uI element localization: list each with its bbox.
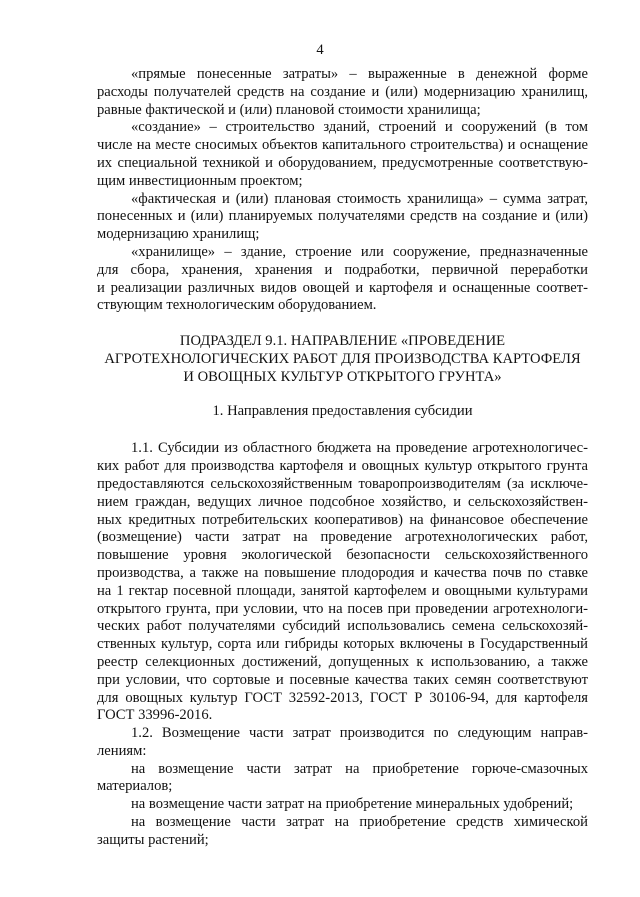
- text-line: «хранилище» – здание, строение или сооружение, предназначенные: [131, 243, 588, 260]
- paragraph-1-1: [97, 440, 588, 725]
- text-line: ческих работ получателями субсидий использовались семена сельскохозяй-: [97, 618, 588, 635]
- text-line: материалов;: [97, 778, 173, 795]
- text-line: ких работ для производства картофеля и овощных культур открытого грунта: [97, 458, 588, 475]
- text-line: открытого грунта, при условии, что на посев при проведении агротехнологи-: [97, 600, 588, 617]
- list-item: [97, 761, 588, 797]
- text-line: 1.1. Субсидии из областного бюджета на проведение агротехнологичес-: [131, 440, 588, 457]
- text-line: на возмещение части затрат на приобретение средств химической: [131, 814, 588, 831]
- document-body: [97, 66, 588, 850]
- text-line: модернизацию хранилищ;: [97, 226, 260, 243]
- text-line: для овощных культур ГОСТ 32592-2013, ГОСТ Р 30106-94, для картофеля: [97, 689, 588, 706]
- text-line: повышение уровня экологической безопасности сельскохозяйственного: [97, 547, 588, 564]
- text-line: на возмещение части затрат на приобретение минеральных удобрений;: [131, 796, 574, 813]
- text-line: реестр селекционных достижений, допущенных к использованию, а также: [97, 653, 588, 670]
- text-line: производства, а также на повышение плодородия и качества почв по ставке: [97, 564, 588, 581]
- text-line: 1.2. Возмещение части затрат производится по следующим направ-: [131, 725, 588, 742]
- page-number: 4: [316, 42, 324, 58]
- text-line: (возмещение) части затрат на проведение агротехнологических работ,: [97, 529, 588, 546]
- text-line: «фактическая и (или) плановая стоимость хранилища» – сумма затрат,: [131, 190, 588, 207]
- text-line: ных кредитных потребительских кооперативов) на финансовое обеспечение: [97, 511, 588, 528]
- text-line: «прямые понесенные затраты» – выраженные в денежной форме: [131, 66, 588, 82]
- text-line: ственных культур, сорта или гибриды которых включены в Государственный: [97, 636, 588, 653]
- paragraph-1-2: [97, 725, 588, 761]
- list-item: [97, 796, 588, 814]
- text-line: при условии, что сортовые и посевные качества таких семян соответствуют: [97, 671, 588, 688]
- text-line: лениям:: [97, 742, 147, 759]
- section-heading: [97, 333, 588, 386]
- text-line: «создание» – строительство зданий, строений и сооружений (в том: [131, 119, 588, 136]
- heading-line: ПОДРАЗДЕЛ 9.1. НАПРАВЛЕНИЕ «ПРОВЕДЕНИЕ: [179, 333, 506, 350]
- text-line: на возмещение части затрат на приобретение горюче-смазочных: [131, 760, 588, 777]
- heading-line: АГРОТЕХНОЛОГИЧЕСКИХ РАБОТ ДЛЯ ПРОИЗВОДСТВА КАРТОФЕЛЯ: [104, 350, 581, 367]
- definition-paragraph: [97, 66, 588, 119]
- text-line: расходы получателей средств на создание и (или) модернизацию хранилищ,: [97, 83, 588, 100]
- text-line: предоставляются сельскохозяйственным товаропроизводителям (за исключе-: [97, 475, 588, 492]
- subsection-heading: 1. Направления предоставления субсидии: [212, 402, 473, 419]
- definition-paragraph: [97, 244, 588, 315]
- text-line: числе на месте сносимых объектов капитального строительства) и оснащение: [97, 137, 588, 154]
- text-line: их специальной техникой и оборудованием, предусмотренные соответствую-: [97, 154, 588, 171]
- text-line: ГОСТ 33996-2016.: [97, 707, 213, 724]
- text-line: на 1 гектар посевной площади, занятой картофелем и овощными культурами: [97, 582, 588, 599]
- text-line: нием граждан, ведущих личное подсобное хозяйство, и сельскохозяйствен-: [97, 493, 588, 510]
- text-line: защиты растений;: [97, 831, 209, 848]
- text-line: щим инвестиционным проектом;: [97, 172, 303, 189]
- definition-paragraph: [97, 119, 588, 190]
- text-line: равные фактической и (или) плановой стоимости хранилища;: [97, 101, 481, 118]
- text-line: ствующим технологическим оборудованием.: [97, 297, 377, 314]
- text-line: и реализации различных видов овощей и картофеля и оснащенные соответ-: [97, 279, 588, 296]
- text-line: понесенных и (или) планируемых получателями средств на создание и (или): [97, 208, 588, 225]
- list-item: [97, 814, 588, 850]
- text-line: для сбора, хранения, хранения и подработки, первичной переработки: [97, 261, 588, 278]
- definition-paragraph: [97, 191, 588, 244]
- heading-line: И ОВОЩНЫХ КУЛЬТУР ОТКРЫТОГО ГРУНТА»: [183, 368, 502, 385]
